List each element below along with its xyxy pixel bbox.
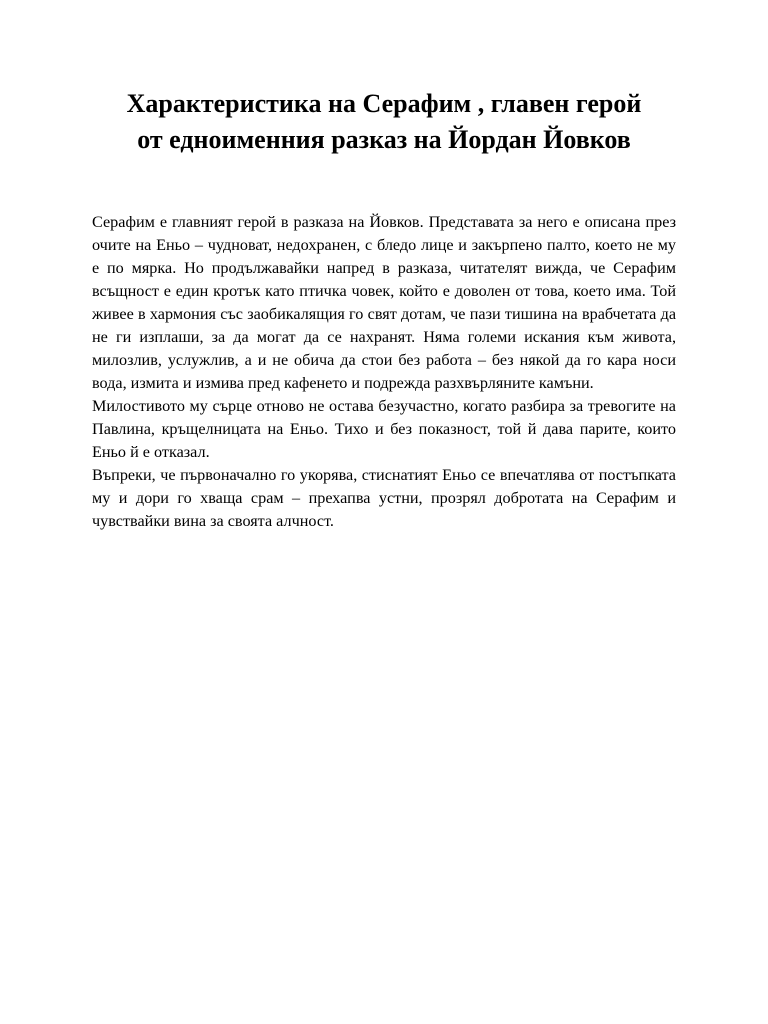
paragraph-1: Серафим е главният герой в разказа на Йовков. Представата за него е описана през очите на Еньо – чудноват, недохранен, с бледо лице и закърпено палто, което не му е по мярка. Но продължавайки напред в разказа, читателят вижда, че Серафим всъщност е един кротък като птичка човек, който е доволен от това, което има. Той живее в хармония със заобикалящия го свят дотам, че пази тишина на врабчетата да не ги изплаши, за да могат да се нахранят. Няма големи искания към живота, милозлив, услужлив, а и не обича да стои без работа – без някой да го кара носи вода, измита и измива пред кафенето и подрежда разхвърляните камъни. — [92, 213, 676, 392]
title-line-1: Характеристика на Серафим , главен герой — [126, 89, 642, 118]
paragraph-2: Милостивото му сърце отново не остава безучастно, когато разбира за тревогите на Павлина, кръщелницата на Еньо. Тихо и без показност, той й дава парите, които Еньо й е отказал. — [92, 397, 676, 461]
document-body — [92, 211, 676, 533]
document-title — [90, 86, 678, 158]
title-line-2: от едноименния разказ на Йордан Йовков — [137, 125, 631, 154]
paragraph-3: Въпреки, че първоначално го укорява, стиснатият Еньо се впечатлява от постъпката му и дори го хваща срам – прехапва устни, прозрял добротата на Серафим и чувствайки вина за своята алчност. — [92, 466, 676, 530]
